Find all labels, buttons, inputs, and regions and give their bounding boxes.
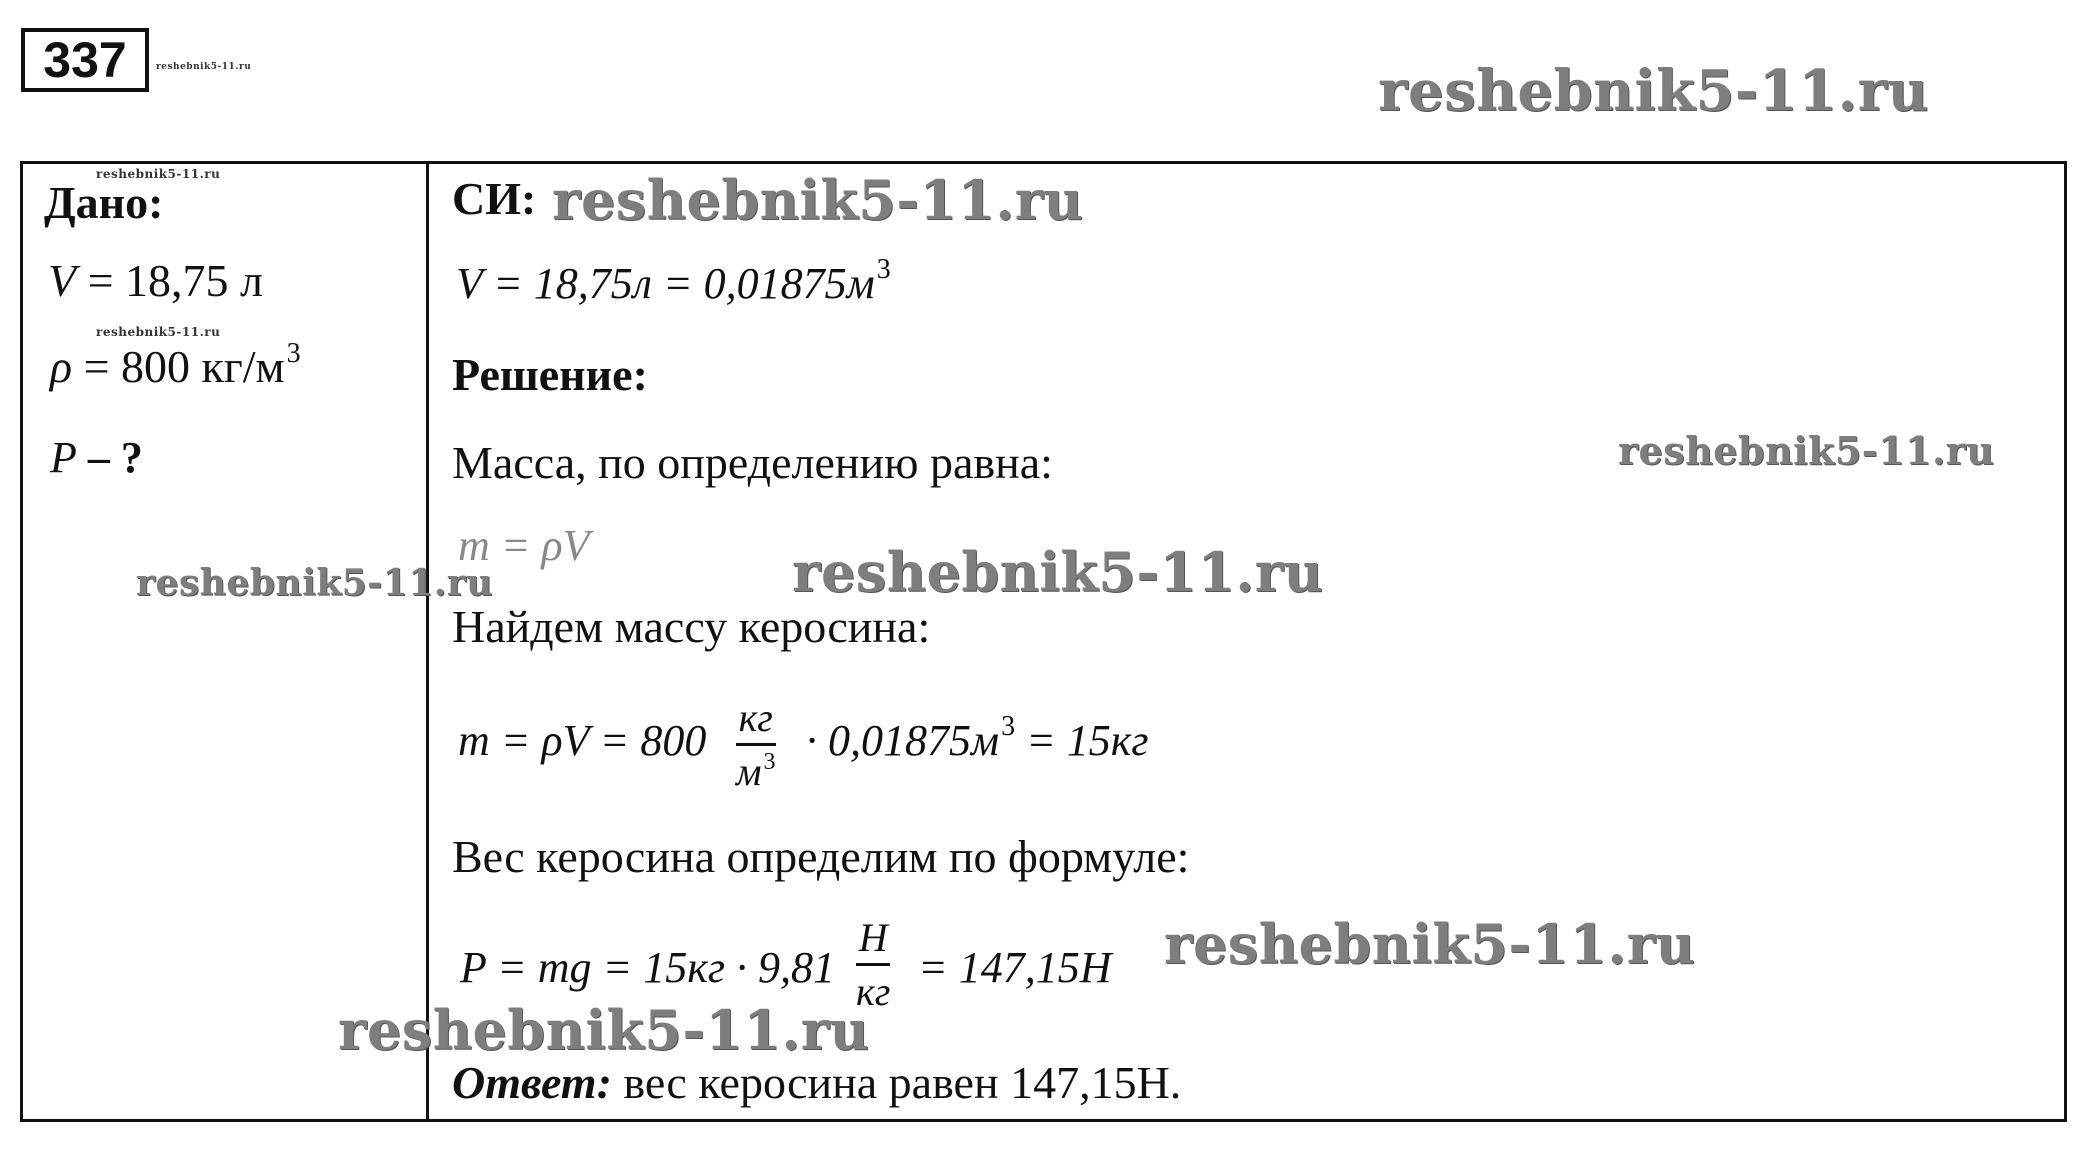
watermark-small: reshebnik5-11.ru	[156, 62, 252, 72]
fraction-bar	[736, 743, 776, 746]
given-density	[50, 340, 301, 393]
fraction-numerator: Н	[858, 915, 888, 960]
watermark-small: reshebnik5-11.ru	[96, 325, 221, 339]
solution-line-3: Вес керосина определим по формуле:	[452, 831, 1190, 882]
formula-weight-left: P = mg = 15кг · 9,81	[460, 943, 835, 992]
answer-line	[452, 1056, 1181, 1109]
watermark-formula-right: reshebnik5-11.ru	[1164, 912, 1696, 976]
formula-weight-result: = 147,15Н	[918, 943, 1112, 992]
problem-number: 337	[21, 28, 149, 92]
given-unknown	[50, 432, 143, 483]
given-volume	[48, 254, 263, 307]
watermark-top-right: reshebnik5-11.ru	[1378, 58, 1929, 124]
watermark-small: reshebnik5-11.ru	[96, 167, 221, 181]
solution-heading: Решение:	[452, 349, 648, 400]
solution-line-1: Масса, по определению равна:	[452, 437, 1053, 488]
unknown-symbol: P	[50, 433, 77, 482]
watermark-left: reshebnik5-11.ru	[136, 562, 493, 604]
si-heading: СИ:	[452, 173, 537, 224]
formula-mass-definition: m = ρV	[458, 521, 590, 570]
density-exponent: 3	[286, 338, 301, 369]
solution-line-2: Найдем массу керосина:	[452, 601, 931, 652]
given-heading: Дано:	[44, 177, 164, 228]
answer-label: Ответ:	[452, 1057, 612, 1108]
volume-symbol: V	[48, 255, 77, 306]
fraction-denominator: кг	[856, 969, 891, 1014]
watermark-center: reshebnik5-11.ru	[792, 540, 1324, 604]
formula-mass-fraction	[736, 694, 776, 795]
unknown-text: – ?	[87, 433, 143, 482]
fraction-bar	[856, 963, 890, 966]
si-conversion: $V = 18,75л = 0,01875м^3$	[456, 254, 891, 308]
watermark-mid-right: reshebnik5-11.ru	[1618, 428, 1995, 473]
volume-value: = 18,75 л	[87, 255, 264, 306]
watermark-si: reshebnik5-11.ru	[552, 168, 1084, 232]
density-value: = 800 кг/м	[83, 341, 285, 392]
watermark-bottom: reshebnik5-11.ru	[338, 998, 870, 1062]
formula-mass-left: m = ρV = 800	[458, 716, 707, 765]
fraction-numerator: кг	[738, 695, 773, 740]
answer-text: вес керосина равен 147,15Н.	[611, 1057, 1182, 1108]
formula-mass-right: · $0,01875м^3 = 15кг$	[806, 711, 1149, 765]
density-symbol: ρ	[50, 341, 73, 392]
column-divider	[426, 161, 429, 1122]
fraction-denominator: $м^3$	[736, 749, 776, 794]
